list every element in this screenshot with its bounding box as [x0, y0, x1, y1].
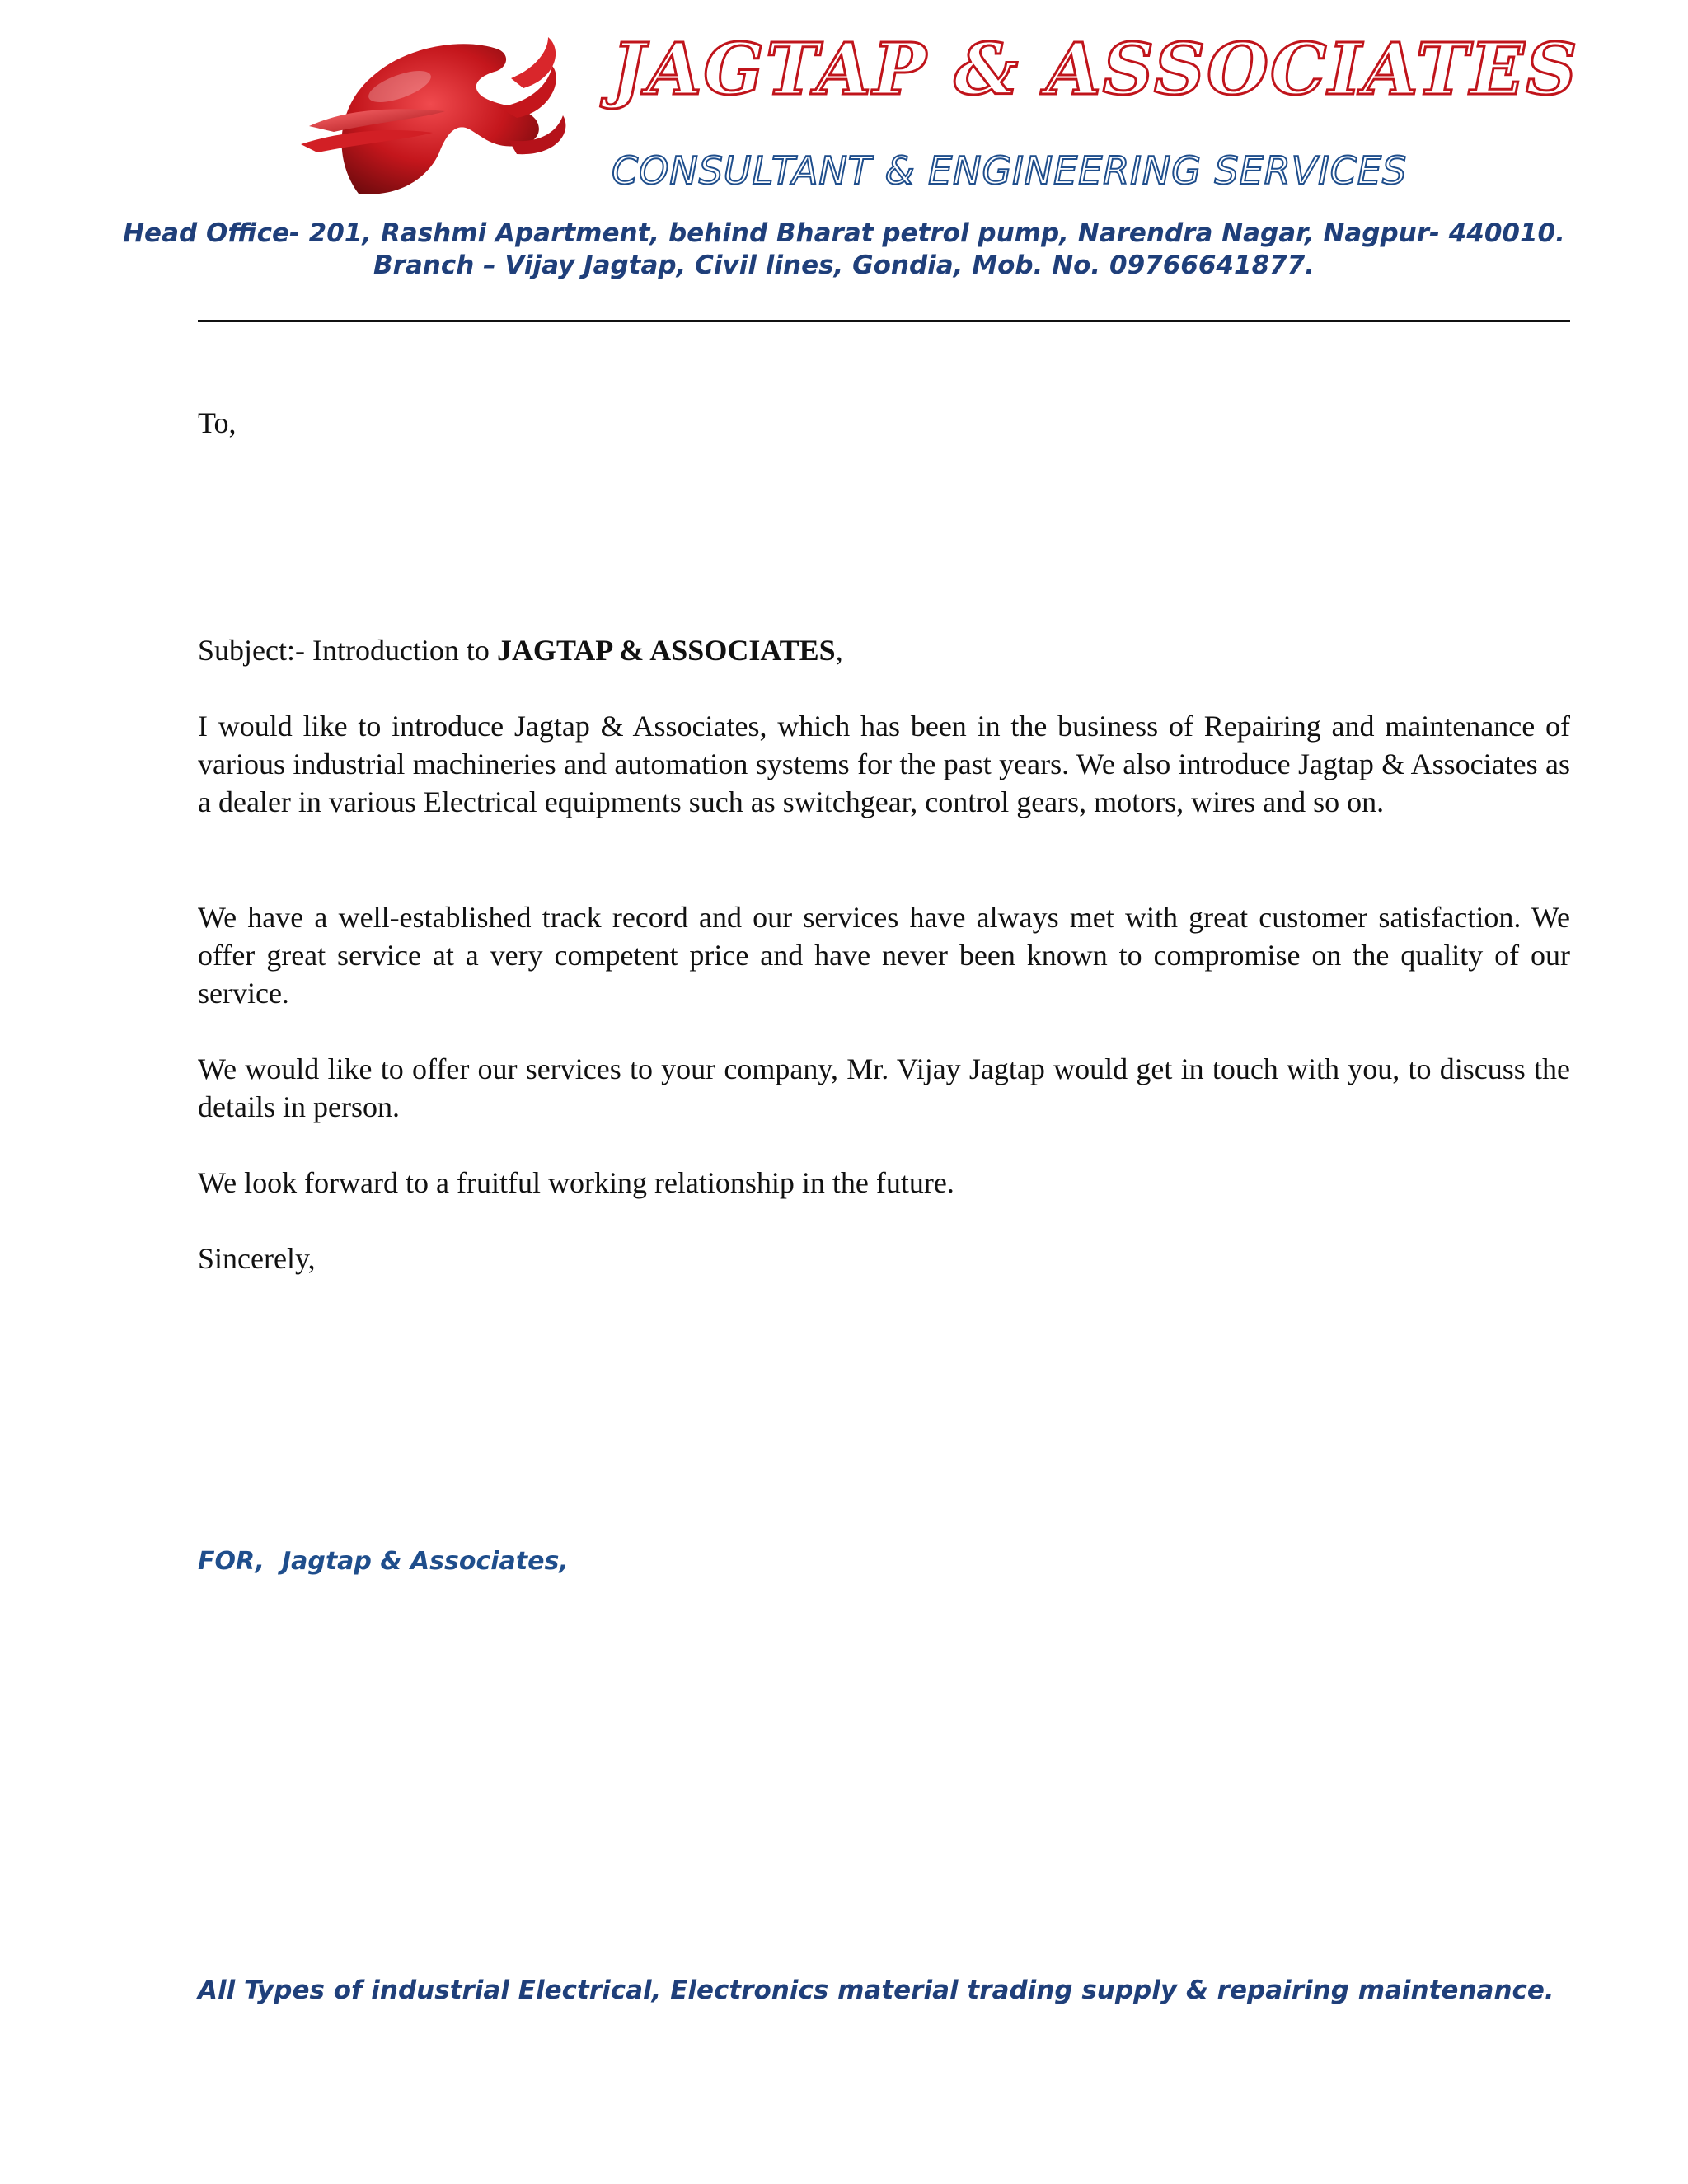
paragraph-introduction: I would like to introduce Jagtap & Associates, which has been in the business of Repairing and maintenance of various industrial machineries and automation systems for the past years. We also introduce Jagtap & Associates as a dealer in various Electrical equipments such as switchgear, control gears, motors, wires and so on. [198, 710, 1570, 818]
paragraph-offer: We would like to offer our services to your company, Mr. Vijay Jagtap would get in touch with you, to discuss the details in person. [198, 1052, 1570, 1123]
footer-services: All Types of industrial Electrical, Electronics material trading supply & repairing maintenance. [198, 1975, 1554, 2005]
letterhead-divider [198, 320, 1570, 322]
subject-prefix: Subject:- Introduction to [198, 634, 497, 667]
red-flame-swirl-logo-icon [301, 29, 581, 202]
subject-line [198, 631, 1570, 669]
branch-address: Branch – Vijay Jagtap, Civil lines, Gondia, Mob. No. 09766641877. [373, 251, 1315, 280]
salutation: To, [198, 406, 237, 439]
paragraph-track-record: We have a well-established track record and our services have always met with great customer satisfaction. We offer great service at a very competent price and have never been known to compromise on the quality of our service. [198, 901, 1570, 1010]
subject-suffix: , [835, 634, 843, 667]
paragraph-forward: We look forward to a fruitful working relationship in the future. [198, 1166, 954, 1199]
company-name: JAGTAP & ASSOCIATES [612, 28, 1579, 111]
company-tagline: CONSULTANT & ENGINEERING SERVICES [612, 148, 1408, 193]
closing: Sincerely, [198, 1242, 316, 1275]
signoff: FOR, Jagtap & Associates, [198, 1547, 569, 1576]
head-office-address: Head Office- 201, Rashmi Apartment, behind Bharat petrol pump, Narendra Nagar, Nagpur- 440010. [123, 218, 1565, 248]
subject-company: JAGTAP & ASSOCIATES [496, 634, 836, 667]
